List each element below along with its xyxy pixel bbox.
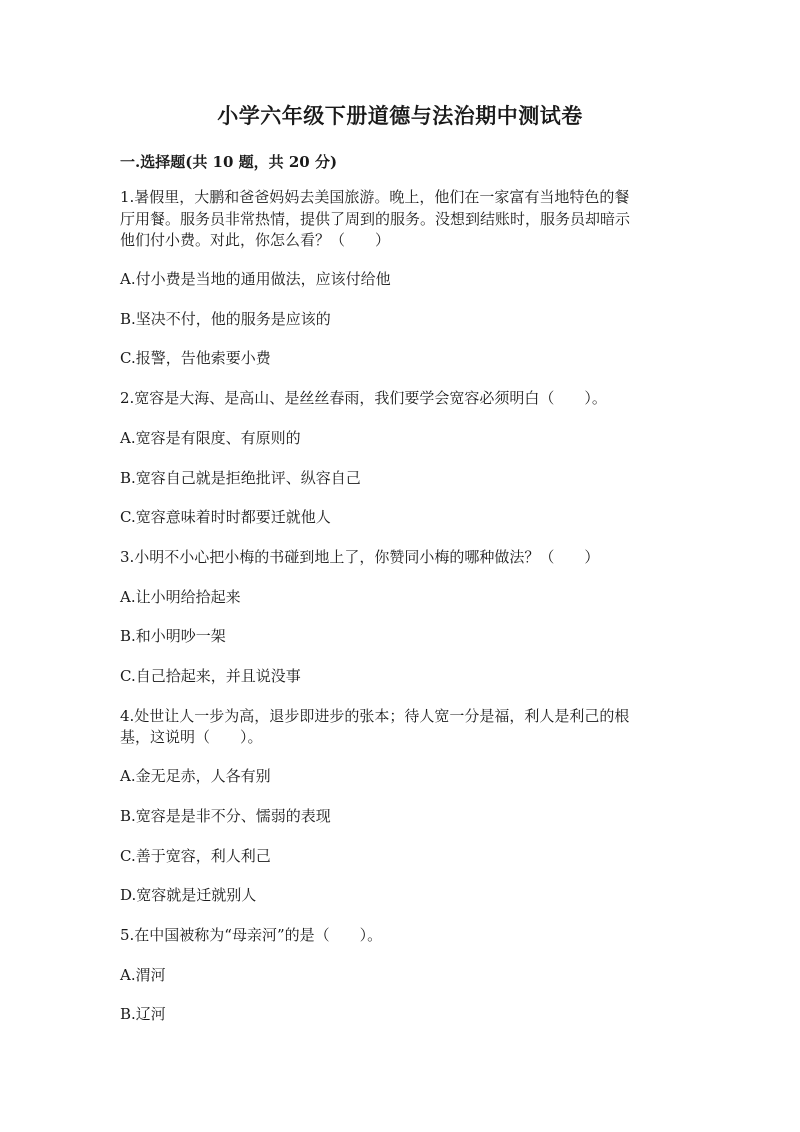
question-3-option-b: B.和小明吵一架 (120, 627, 226, 645)
question-2-option-b: B.宽容自己就是拒绝批评、纵容自己 (120, 469, 361, 487)
question-5-stem-line-1: 5.在中国被称为“母亲河”的是（ ）。 (120, 926, 383, 944)
question-1-stem-line-2: 厅用餐。服务员非常热情，提供了周到的服务。没想到结账时，服务员却暗示 (120, 210, 631, 228)
section-heading: 一.选择题(共 10 题，共 20 分) (120, 153, 338, 171)
question-4-stem-line-2: 基，这说明（ ）。 (120, 728, 263, 746)
question-4-option-a: A.金无足赤，人各有别 (120, 767, 271, 785)
question-1-stem-line-3: 他们付小费。对此，你怎么看？（ ） (120, 231, 391, 249)
question-3-stem-line-1: 3.小明不小心把小梅的书碰到地上了，你赞同小梅的哪种做法？（ ） (120, 548, 600, 566)
question-1-stem-line-1: 1.暑假里，大鹏和爸爸妈妈去美国旅游。晚上，他们在一家富有当地特色的餐 (120, 188, 630, 206)
question-4-option-d: D.宽容就是迁就别人 (120, 886, 257, 904)
question-4-stem-line-1: 4.处世让人一步为高，退步即进步的张本；待人宽一分是福，利人是利己的根 (120, 707, 630, 725)
question-4-option-b: B.宽容是是非不分、懦弱的表现 (120, 807, 331, 825)
question-1-option-c: C.报警，告他索要小费 (120, 349, 271, 367)
page-title: 小学六年级下册道德与法治期中测试卷 (217, 103, 583, 128)
question-5-option-a: A.渭河 (120, 966, 166, 984)
question-2-option-a: A.宽容是有限度、有原则的 (120, 429, 301, 447)
question-1-option-a: A.付小费是当地的通用做法，应该付给他 (120, 270, 391, 288)
question-5-option-b: B.辽河 (120, 1005, 166, 1023)
question-2-stem-line-1: 2.宽容是大海、是高山、是丝丝春雨，我们要学会宽容必须明白（ ）。 (120, 389, 607, 407)
question-2-option-c: C.宽容意味着时时都要迁就他人 (120, 508, 331, 526)
question-4-option-c: C.善于宽容，利人利己 (120, 847, 271, 865)
question-3-option-a: A.让小明给拾起来 (120, 588, 241, 606)
question-1-option-b: B.坚决不付，他的服务是应该的 (120, 310, 331, 328)
question-3-option-c: C.自己拾起来，并且说没事 (120, 667, 301, 685)
